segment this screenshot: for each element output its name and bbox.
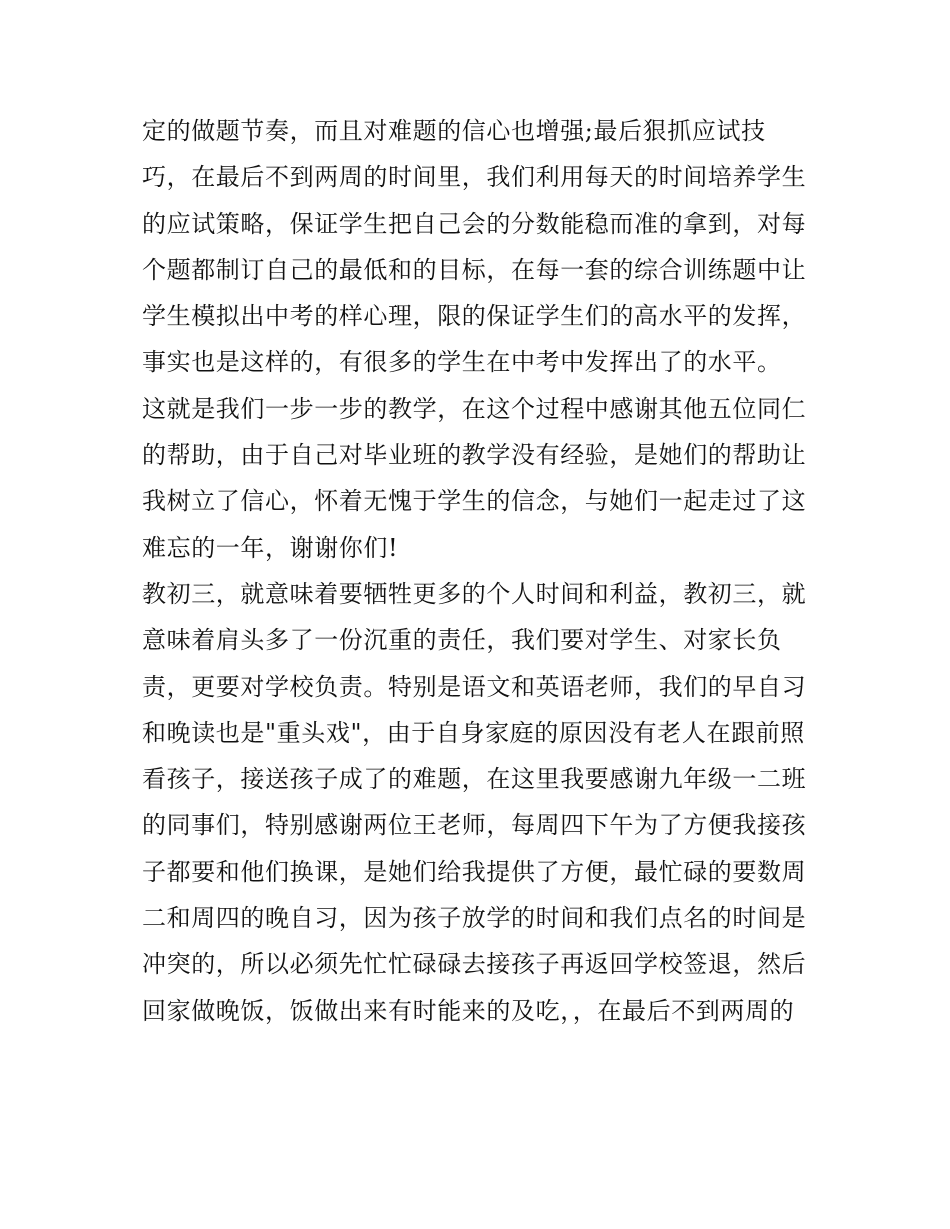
text-line: 巧，在最后不到两周的时间里，我们利用每天的时间培养学生 [142, 163, 807, 192]
text-line: 的同事们，特别感谢两位王老师，每周四下午为了方便我接孩 [142, 811, 807, 840]
text-line: 二和周四的晚自习，因为孩子放学的时间和我们点名的时间是 [142, 904, 807, 933]
body-text [142, 108, 822, 1034]
text-line: 的帮助，由于自己对毕业班的教学没有经验，是她们的帮助让 [142, 441, 807, 470]
text-line: 和晚读也是"重头戏"，由于自身家庭的原因没有老人在跟前照 [142, 718, 805, 747]
text-line: 个题都制订自己的最低和的目标，在每一套的综合训练题中让 [142, 255, 807, 284]
text-line: 冲突的，所以必须先忙忙碌碌去接孩子再返回学校签退，然后 [142, 950, 807, 979]
text-line: 事实也是这样的，有很多的学生在中考中发挥出了的水平。 [142, 348, 782, 377]
text-line: 定的做题节奏，而且对难题的信心也增强;最后狠抓应试技 [142, 117, 766, 145]
text-line: 回家做晚饭，饭做出来有时能来的及吃，，在最后不到两周的 [142, 996, 795, 1025]
text-line: 意味着肩头多了一份沉重的责任，我们要对学生、对家长负 [142, 626, 782, 655]
text-line: 教初三，就意味着要牺牲更多的个人时间和利益，教初三，就 [142, 579, 807, 608]
text-line: 看孩子，接送孩子成了的难题，在这里我要感谢九年级一二班 [142, 765, 807, 794]
text-line: 子都要和他们换课，是她们给我提供了方便，最忙碌的要数周 [142, 857, 807, 886]
text-line: 我树立了信心，怀着无愧于学生的信念，与她们一起走过了这 [142, 487, 807, 516]
text-line: 这就是我们一步一步的教学，在这个过程中感谢其他五位同仁 [142, 394, 807, 423]
text-line: 的应试策略，保证学生把自己会的分数能稳而准的拿到，对每 [142, 209, 807, 238]
text-line: 难忘的一年，谢谢你们! [142, 533, 399, 562]
text-line: 责，更要对学校负责。特别是语文和英语老师，我们的早自习 [142, 672, 807, 701]
text-line: 学生模拟出中考的样心理，限的保证学生们的高水平的发挥， [142, 302, 807, 331]
